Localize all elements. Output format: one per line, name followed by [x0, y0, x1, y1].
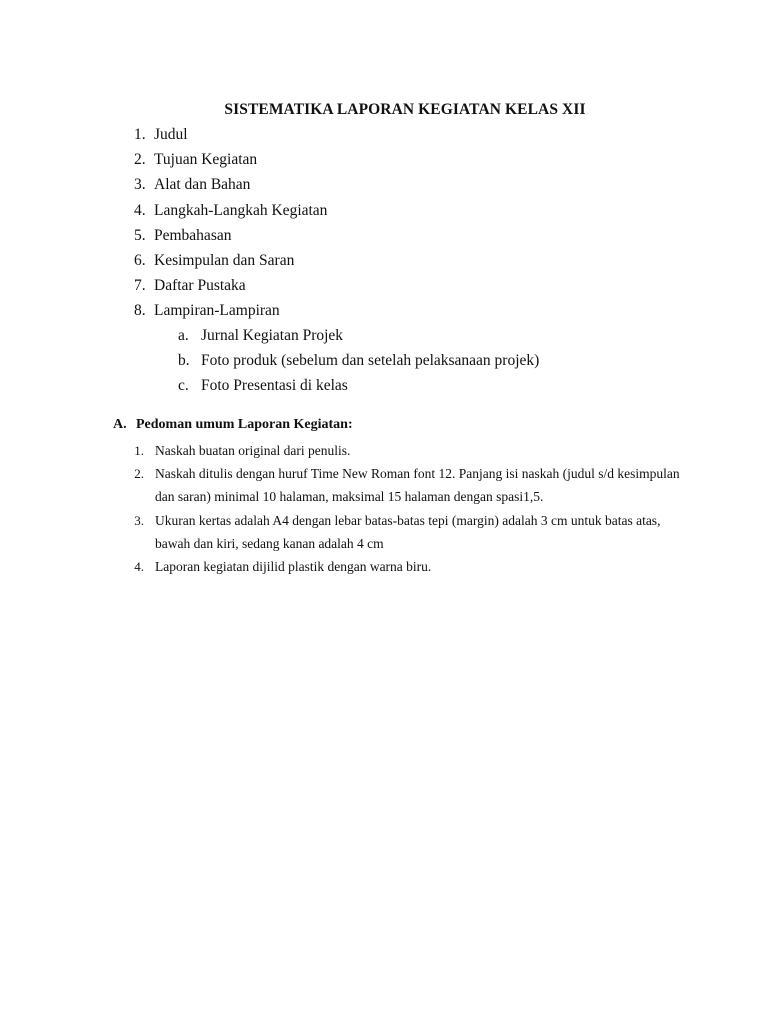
guideline-item-text: Ukuran kertas adalah A4 dengan lebar batas-batas tepi (margin) adalah 3 cm untuk batas atas, bawah dan kiri, sedang kanan adalah 4 cm [155, 512, 661, 551]
guideline-item [128, 555, 688, 578]
outline-item-label: Alat dan Bahan [154, 176, 251, 194]
guideline-item-text: Laporan kegiatan dijilid plastik dengan warna biru. [155, 559, 432, 575]
guideline-item-number: 2. [134, 466, 144, 482]
attachment-item-letter: a. [178, 327, 189, 344]
outline-item-label: Kesimpulan dan Saran [154, 251, 295, 269]
guideline-item-number: 4. [134, 559, 144, 575]
guidelines-list [128, 439, 688, 578]
guideline-item [128, 462, 688, 508]
outline-item-label: Judul [154, 126, 188, 143]
outline-item-label: Tujuan Kegiatan [154, 151, 258, 169]
outline-item-number: 7. [134, 277, 146, 295]
section-a-title: Pedoman umum Laporan Kegiatan: [136, 417, 353, 432]
outline-item-label: Langkah-Langkah Kegiatan [154, 201, 328, 219]
attachment-item-label: Foto produk (sebelum dan setelah pelaksanaan projek) [201, 352, 540, 370]
attachment-item-letter: c. [178, 377, 189, 395]
attachment-item-label: Foto Presentasi di kelas [201, 377, 348, 395]
outline-item-number: 2. [134, 151, 146, 169]
guideline-item-text: Naskah buatan original dari penulis. [155, 443, 351, 458]
outline-item-label: Pembahasan [154, 226, 232, 244]
guideline-item [128, 509, 688, 555]
outline-item-number: 6. [134, 251, 146, 269]
outline-item-number: 4. [134, 201, 146, 219]
attachment-item-letter: b. [178, 352, 190, 370]
guideline-item [128, 439, 688, 462]
attachment-item-label: Jurnal Kegiatan Projek [201, 327, 344, 344]
outline-item-label: Lampiran-Lampiran [154, 302, 280, 320]
guideline-item-text: Naskah ditulis dengan huruf Time New Roman font 12. Panjang isi naskah (judul s/d kesimpulan dan saran) minimal 10 halaman, maksimal 15 halaman dengan spasi1,5. [155, 466, 680, 505]
section-a-heading [113, 417, 353, 433]
guideline-item-number: 1. [134, 443, 144, 458]
outline-item-number: 3. [134, 176, 146, 194]
guideline-item-number: 3. [134, 512, 144, 528]
document-title: SISTEMATIKA LAPORAN KEGIATAN KELAS XII [224, 101, 586, 118]
outline-item-number: 8. [134, 302, 146, 320]
section-a-letter: A. [113, 417, 127, 432]
outline-item-number: 1. [134, 126, 146, 143]
outline-item-label: Daftar Pustaka [154, 277, 246, 295]
outline-item-number: 5. [134, 226, 146, 244]
